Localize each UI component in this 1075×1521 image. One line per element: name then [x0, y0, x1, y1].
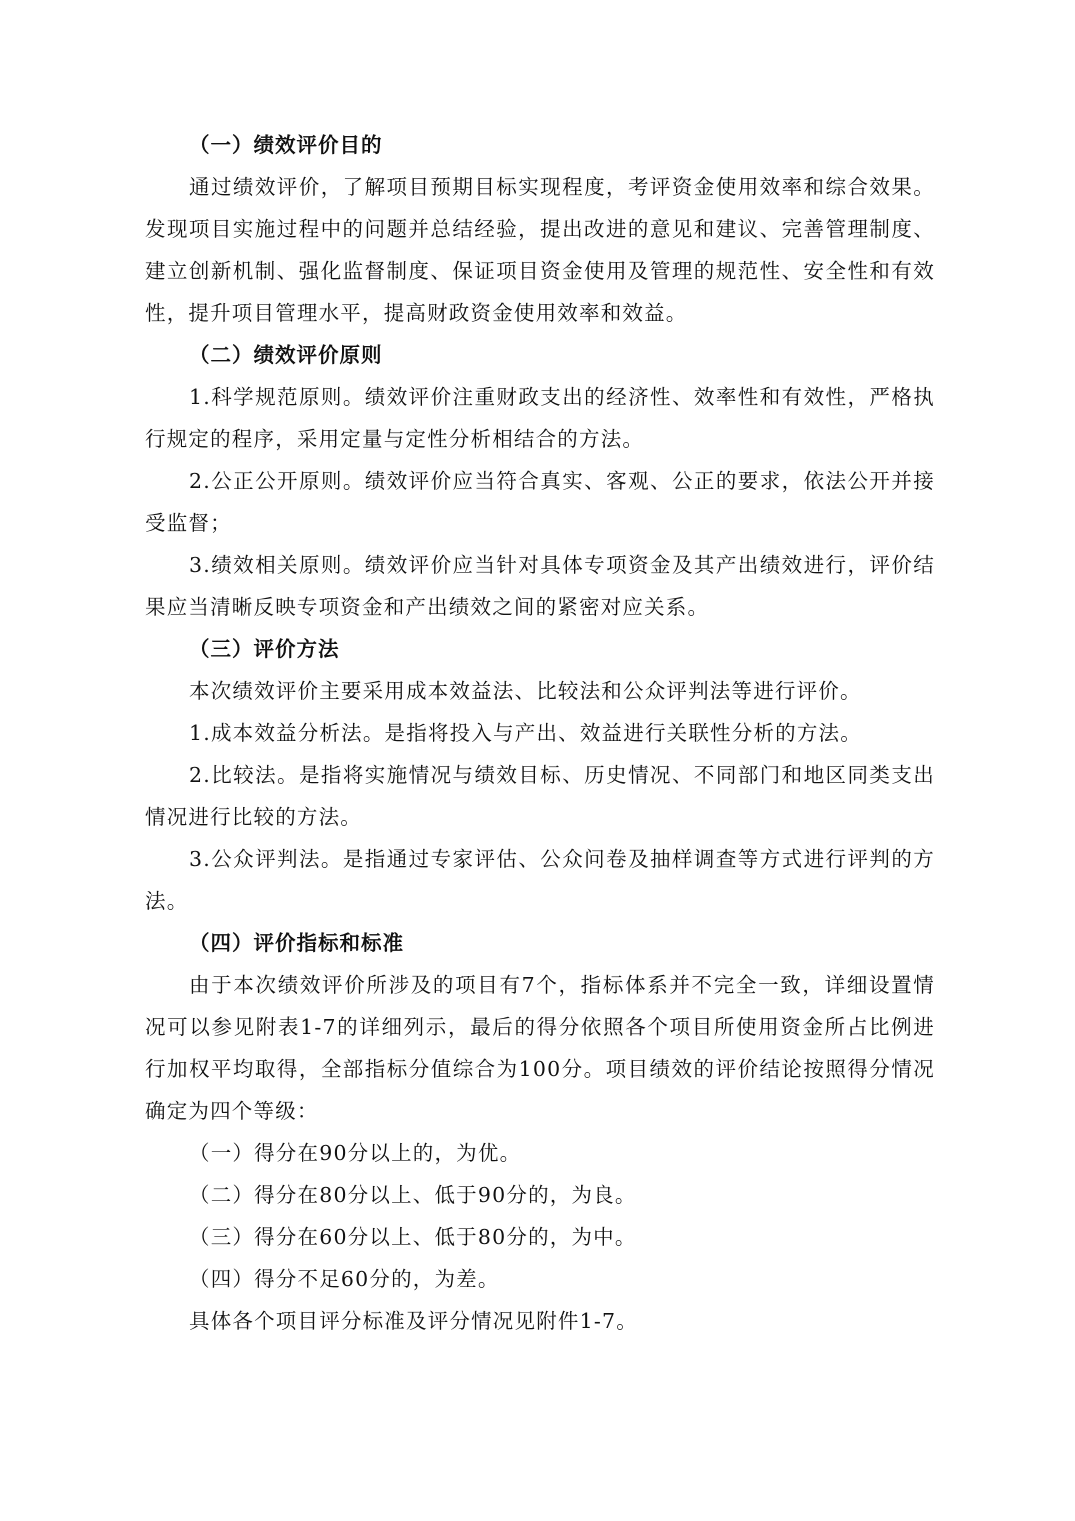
section-heading-principles: （二）绩效评价原则: [189, 343, 383, 367]
paragraph-closing: 具体各个项目评分标准及评分情况见附件1-7。: [189, 1309, 638, 1333]
paragraph-method-3: 3.公众评判法。是指通过专家评估、公众问卷及抽样调查等方式进行评判的方法。: [145, 847, 935, 913]
paragraph-purpose: 通过绩效评价，了解项目预期目标实现程度，考评资金使用效率和综合效果。发现项目实施过程中的问题并总结经验，提出改进的意见和建议、完善管理制度、建立创新机制、强化监督制度、保证项目资金使用及管理的规范性、安全性和有效性，提升项目管理水平，提高财政资金使用效率和效益。: [145, 175, 935, 325]
section-heading-purpose: （一）绩效评价目的: [189, 133, 383, 157]
paragraph-methods-intro: 本次绩效评价主要采用成本效益法、比较法和公众评判法等进行评价。: [189, 679, 862, 703]
paragraph-method-2: 2.比较法。是指将实施情况与绩效目标、历史情况、不同部门和地区同类支出情况进行比较的方法。: [145, 763, 935, 829]
section-heading-indicators: （四）评价指标和标准: [189, 931, 404, 955]
paragraph-principle-3: 3.绩效相关原则。绩效评价应当针对具体专项资金及其产出绩效进行，评价结果应当清晰反映专项资金和产出绩效之间的紧密对应关系。: [145, 553, 935, 619]
document-page: [145, 124, 935, 1342]
grade-item-medium: （三）得分在60分以上、低于80分的，为中。: [189, 1225, 637, 1249]
paragraph-principle-1: 1.科学规范原则。绩效评价注重财政支出的经济性、效率性和有效性，严格执行规定的程序，采用定量与定性分析相结合的方法。: [145, 385, 935, 451]
section-heading-methods: （三）评价方法: [189, 637, 340, 661]
paragraph-indicators: 由于本次绩效评价所涉及的项目有7个，指标体系并不完全一致，详细设置情况可以参见附表1-7的详细列示，最后的得分依照各个项目所使用资金所占比例进行加权平均取得，全部指标分值综合为100分。项目绩效的评价结论按照得分情况确定为四个等级：: [145, 973, 935, 1123]
grade-item-excellent: （一）得分在90分以上的，为优。: [189, 1141, 522, 1165]
grade-item-poor: （四）得分不足60分的，为差。: [189, 1267, 500, 1291]
grade-item-good: （二）得分在80分以上、低于90分的，为良。: [189, 1183, 637, 1207]
paragraph-principle-2: 2.公正公开原则。绩效评价应当符合真实、客观、公正的要求，依法公开并接受监督；: [145, 469, 935, 535]
paragraph-method-1: 1.成本效益分析法。是指将投入与产出、效益进行关联性分析的方法。: [189, 721, 862, 745]
